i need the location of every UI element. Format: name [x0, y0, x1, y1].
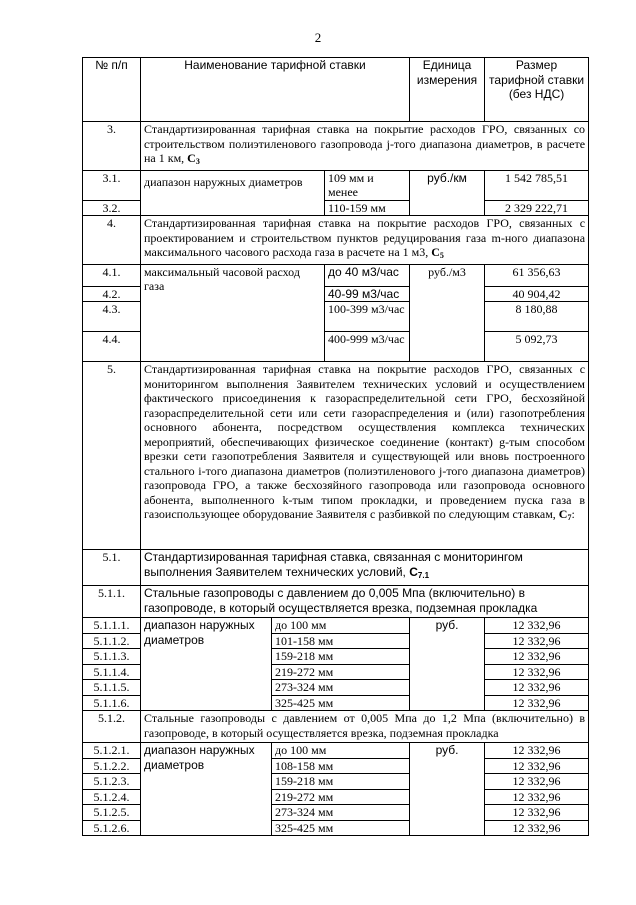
value-cell: 12 332,96: [485, 758, 589, 774]
unit-cell: руб./км: [410, 170, 485, 216]
section-5-1-1-row: [83, 586, 589, 618]
row-num: 4.1.: [83, 264, 141, 286]
range-label: диапазон наружных диаметров: [141, 170, 325, 216]
range-cell: 219-272 мм: [272, 664, 410, 680]
value-cell: 40 904,42: [485, 286, 589, 302]
row-num: 5.1.2.6.: [83, 820, 141, 836]
formula-code: $C_5$: [431, 245, 444, 260]
row-num: 4.4.: [83, 332, 141, 362]
range-cell: 325-425 мм: [272, 695, 410, 711]
value-cell: 12 332,96: [485, 633, 589, 649]
section-title: Стальные газопроводы с давлением от 0,005 Мпа до 1,2 Мпа (включительно) в газопроводе, в который осуществляется врезка, подземная прокладка: [141, 711, 589, 743]
section-title: Стандартизированная тарифная ставка на покрытие расходов ГРО, связанных с мониторингом выполнения Заявителем технических условий и осуществлением фактического присоединения к газораспределительной сети ГРО, бесхозяйной газораспределительной сети или сети газораспределения и (или) газопотребления основного абонента, посредством осуществления комплекса технических мероприятий, обеспечивающих физическое соединение (контакт) g-тым способом врезки сети газопотребления Заявителя и существующей или вновь построенного стального i-того диапазона диаметров (полиэтиленового j-того диапазона диаметров) газопровода ГРО, а также бесхозяйного газопровода или газопровода основного абонента, выполненного k-тым типом прокладки, и проведением пуска газа в газоиспользующее оборудование Заявителя с разбивкой по следующим ставкам, $C_7$:: [141, 362, 589, 550]
table-row: [83, 743, 589, 759]
value-cell: 5 092,73: [485, 332, 589, 362]
range-cell: 325-425 мм: [272, 820, 410, 836]
value-cell: 12 332,96: [485, 695, 589, 711]
section-num: 5.1.: [83, 550, 141, 586]
range-cell: 101-158 мм: [272, 633, 410, 649]
unit-cell: руб./м3: [410, 264, 485, 362]
range-cell: 110-159 мм: [325, 200, 410, 216]
range-cell: 273-324 мм: [272, 805, 410, 821]
value-cell: 12 332,96: [485, 820, 589, 836]
range-cell: 400-999 м3/час: [325, 332, 410, 362]
row-num: 3.1.: [83, 170, 141, 200]
row-num: 5.1.1.6.: [83, 695, 141, 711]
header-unit: Единица измерения: [410, 58, 485, 122]
row-num: 5.1.1.1.: [83, 618, 141, 634]
range-cell: до 40 м3/час: [325, 264, 410, 286]
row-num: 5.1.1.3.: [83, 649, 141, 665]
section-4-row: [83, 216, 589, 265]
range-cell: 159-218 мм: [272, 774, 410, 790]
value-cell: 12 332,96: [485, 774, 589, 790]
section-5-row: [83, 362, 589, 550]
range-cell: 273-324 мм: [272, 680, 410, 696]
value-cell: 12 332,96: [485, 649, 589, 665]
section-title: Стандартизированная тарифная ставка на покрытие расходов ГРО, связанных с проектированием и строительством пунктов редуцирования газа m-ного диапазона максимального часового расхода газа в расчете на 1 м3, $C_5$: [141, 216, 589, 265]
value-cell: 2 329 222,71: [485, 200, 589, 216]
section-title: Стальные газопроводы с давлением до 0,005 Мпа (включительно) в газопроводе, в который осуществляется врезка, подземная прокладка: [141, 586, 589, 618]
table-header-row: [83, 58, 589, 122]
row-num: 5.1.2.2.: [83, 758, 141, 774]
table-row: [83, 264, 589, 286]
value-cell: 12 332,96: [485, 743, 589, 759]
page-number: 2: [314, 30, 322, 45]
range-cell: до 100 мм: [272, 618, 410, 634]
row-num: 5.1.2.5.: [83, 805, 141, 821]
row-num: 5.1.1.4.: [83, 664, 141, 680]
formula-code: $C_7$: [558, 507, 572, 522]
row-num: 5.1.2.4.: [83, 789, 141, 805]
unit-cell: руб.: [410, 743, 485, 836]
range-cell: 40-99 м3/час: [325, 286, 410, 302]
section-5-1-2-row: [83, 711, 589, 743]
range-label: диапазон наружных диаметров: [141, 618, 272, 711]
value-cell: 61 356,63: [485, 264, 589, 286]
section-3-row: [83, 122, 589, 171]
section-num: 5.: [83, 362, 141, 550]
header-name: Наименование тарифной ставки: [141, 58, 410, 122]
range-cell: 108-158 мм: [272, 758, 410, 774]
section-title: Стандартизированная тарифная ставка на покрытие расходов ГРО, связанных со строительством полиэтиленового газопровода j-того диапазона диаметров, в расчете на 1 км, $C_3$: [141, 122, 589, 171]
range-label: максимальный часовой расход газа: [141, 264, 325, 362]
range-cell: 100-399 м3/час: [325, 302, 410, 332]
value-cell: 12 332,96: [485, 618, 589, 634]
row-num: 5.1.2.3.: [83, 774, 141, 790]
tariff-table: [82, 57, 589, 836]
row-num: 5.1.1.5.: [83, 680, 141, 696]
section-num: 3.: [83, 122, 141, 171]
row-num: 4.2.: [83, 286, 141, 302]
row-num: 4.3.: [83, 302, 141, 332]
formula-code: $C_3$: [187, 151, 200, 166]
value-cell: 12 332,96: [485, 664, 589, 680]
table-row: [83, 618, 589, 634]
range-cell: 109 мм и менее: [325, 170, 410, 200]
section-num: 5.1.1.: [83, 586, 141, 618]
range-cell: 159-218 мм: [272, 649, 410, 665]
value-cell: 12 332,96: [485, 789, 589, 805]
range-label: диапазон наружных диаметров: [141, 743, 272, 836]
value-cell: 8 180,88: [485, 302, 589, 332]
range-cell: 219-272 мм: [272, 789, 410, 805]
value-cell: 12 332,96: [485, 805, 589, 821]
value-cell: 1 542 785,51: [485, 170, 589, 200]
row-num: 5.1.2.1.: [83, 743, 141, 759]
header-rate: Размер тарифной ставки (без НДС): [485, 58, 589, 122]
section-num: 4.: [83, 216, 141, 265]
value-cell: 12 332,96: [485, 680, 589, 696]
row-num: 5.1.1.2.: [83, 633, 141, 649]
range-cell: до 100 мм: [272, 743, 410, 759]
section-title: Стандартизированная тарифная ставка, связанная с мониторингом выполнения Заявителем технических условий, $C_{7.1}$: [141, 550, 589, 586]
table-row: [83, 170, 589, 200]
section-5-1-row: [83, 550, 589, 586]
formula-code: $C_{7.1}$: [409, 564, 430, 580]
header-num: № п/п: [83, 58, 141, 122]
unit-cell: руб.: [410, 618, 485, 711]
section-num: 5.1.2.: [83, 711, 141, 743]
row-num: 3.2.: [83, 200, 141, 216]
